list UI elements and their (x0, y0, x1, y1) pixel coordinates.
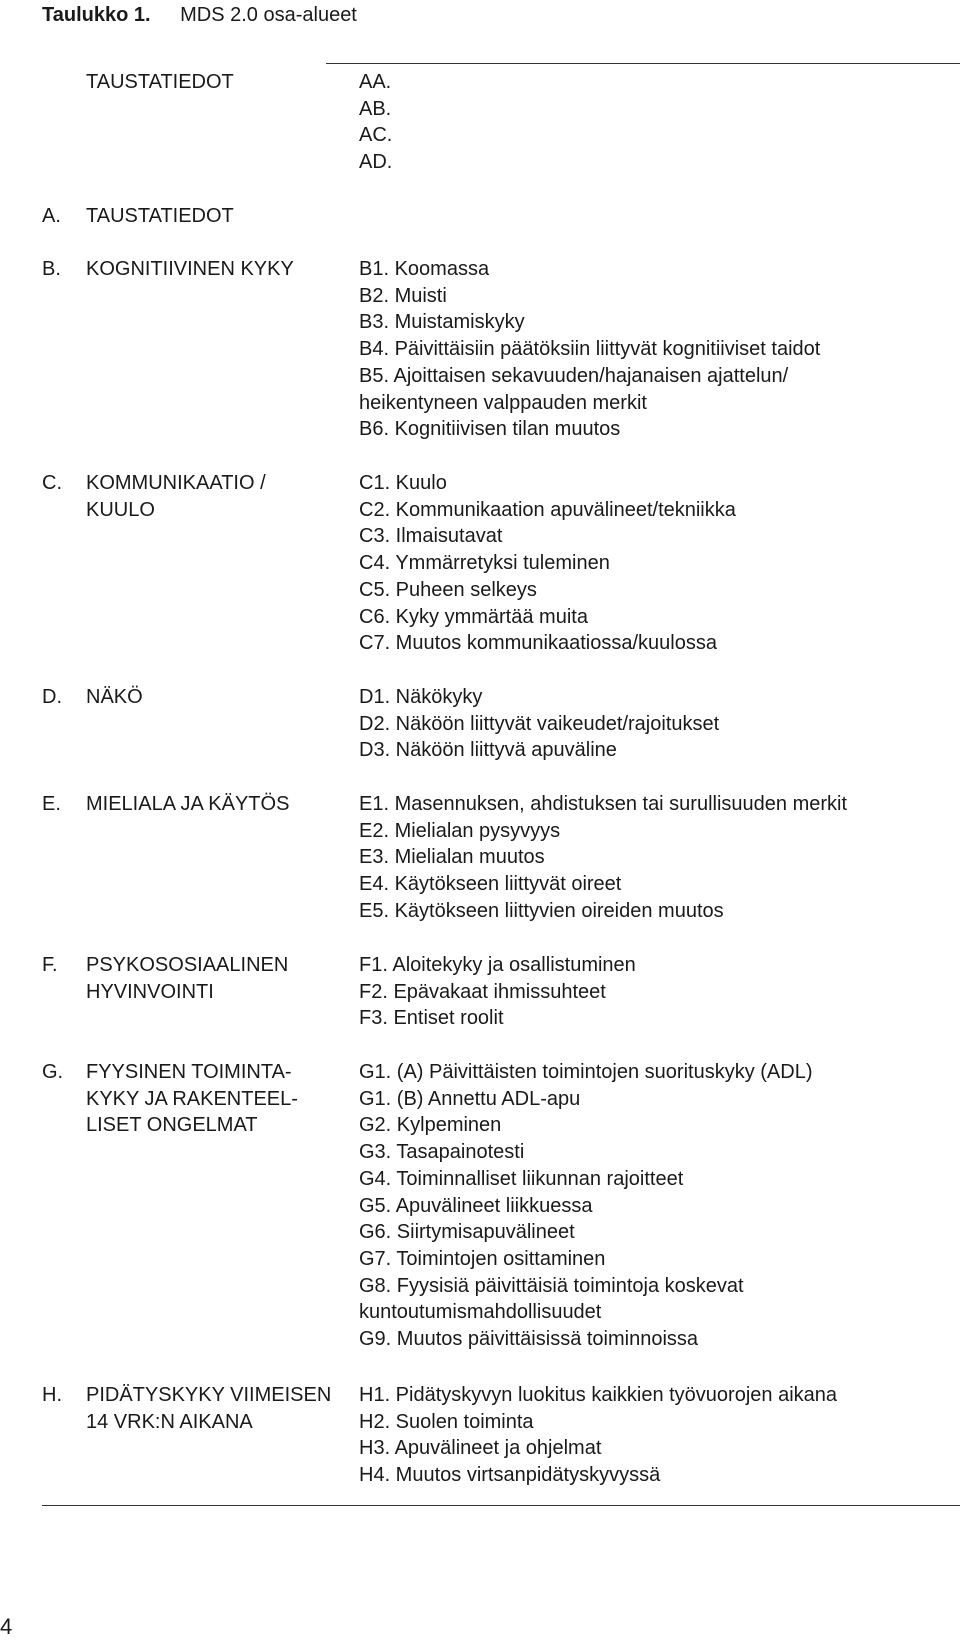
section-items (359, 69, 392, 176)
section-item: AD. (359, 151, 393, 174)
section-heading: FYYSINEN TOIMINTA- KYKY JA RAKENTEEL- LISET ONGELMAT (86, 1061, 298, 1137)
section-item: B4. Päivittäisiin päätöksiin liittyvät kognitiiviset taidot (359, 338, 821, 361)
section-letter: A. (42, 205, 61, 227)
section-item: H3. Apuvälineet ja ohjelmat (359, 1437, 602, 1460)
section-item: C7. Muutos kommunikaatiossa/kuulossa (359, 632, 717, 655)
section-items (359, 470, 736, 657)
table-caption (42, 2, 357, 28)
section-item: G5. Apuvälineet liikkuessa (359, 1194, 593, 1217)
section-item: AB. (359, 97, 392, 120)
section-item: C1. Kuulo (359, 472, 447, 494)
section-items (359, 952, 636, 1032)
section-item: E2. Mielialan pysyvyys (359, 819, 561, 842)
top-rule (326, 63, 960, 64)
section-items (359, 1382, 837, 1489)
section-heading: MIELIALA JA KÄYTÖS (86, 793, 290, 815)
section-heading: TAUSTATIEDOT (86, 205, 234, 227)
section-item: G3. Tasapainotesti (359, 1141, 525, 1164)
section-item: F3. Entiset roolit (359, 1007, 504, 1030)
section-item: AC. (359, 124, 393, 147)
section-item: B5. Ajoittaisen sekavuuden/hajanaisen ajattelun/ heikentyneen valppauden merkit (359, 364, 789, 414)
section-item: H1. Pidätyskyvyn luokitus kaikkien työvuorojen aikana (359, 1384, 838, 1406)
section-item: G1. (B) Annettu ADL-apu (359, 1087, 581, 1110)
table-number: Taulukko 1. (42, 4, 151, 26)
section-letter: H. (42, 1384, 62, 1406)
section-heading: PSYKOSOSIAALINEN HYVINVOINTI (86, 954, 289, 1003)
section-item: G1. (A) Päivittäisten toimintojen suorituskyky (ADL) (359, 1061, 813, 1083)
section-heading: TAUSTATIEDOT (86, 71, 234, 93)
section-heading: KOGNITIIVINEN KYKY (86, 258, 294, 280)
section-item: B1. Koomassa (359, 258, 490, 280)
section-item: C4. Ymmärretyksi tuleminen (359, 552, 610, 575)
section-letter: C. (42, 472, 62, 494)
section-item: G6. Siirtymisapuvälineet (359, 1221, 575, 1244)
section-letter: F. (42, 954, 58, 976)
page-number: 4 (0, 1614, 13, 1639)
section-item: G9. Muutos päivittäisissä toiminnoissa (359, 1328, 699, 1351)
section-item: H2. Suolen toiminta (359, 1410, 534, 1433)
section-item: F1. Aloitekyky ja osallistuminen (359, 954, 636, 976)
section-items (359, 684, 719, 764)
section-item: C3. Ilmaisutavat (359, 525, 503, 548)
section-items (359, 1059, 813, 1353)
section-letter: B. (42, 258, 61, 280)
section-item: B6. Kognitiivisen tilan muutos (359, 418, 621, 441)
section-item: G4. Toiminnalliset liikunnan rajoitteet (359, 1167, 684, 1190)
section-item: G2. Kylpeminen (359, 1114, 502, 1137)
section-item: E4. Käytökseen liittyvät oireet (359, 873, 622, 896)
section-heading: PIDÄTYSKYKY VIIMEISEN 14 VRK:N AIKANA (86, 1384, 332, 1433)
section-item: C2. Kommunikaation apuvälineet/tekniikka (359, 498, 736, 521)
section-item: G7. Toimintojen osittaminen (359, 1247, 606, 1270)
section-heading: KOMMUNIKAATIO / KUULO (86, 472, 266, 521)
section-item: H4. Muutos virtsanpidätyskyvyssä (359, 1464, 661, 1487)
section-item: D2. Näköön liittyvät vaikeudet/rajoitukset (359, 712, 720, 735)
section-item: E3. Mielialan muutos (359, 846, 545, 869)
section-item: E1. Masennuksen, ahdistuksen tai surullisuuden merkit (359, 793, 848, 815)
table-title: MDS 2.0 osa-alueet (180, 4, 357, 26)
section-item: C6. Kyky ymmärtää muita (359, 605, 588, 628)
section-item: G8. Fyysisiä päivittäisiä toimintoja koskevat kuntoutumismahdollisuudet (359, 1274, 744, 1324)
section-heading: NÄKÖ (86, 686, 143, 708)
section-item: C5. Puheen selkeys (359, 578, 537, 601)
section-item: AA. (359, 71, 392, 93)
bottom-rule (42, 1505, 960, 1506)
section-letter: D. (42, 686, 62, 708)
section-items (359, 791, 847, 925)
section-item: D3. Näköön liittyvä apuväline (359, 739, 617, 762)
section-letter: G. (42, 1061, 64, 1083)
section-item: B2. Muisti (359, 284, 447, 307)
section-item: D1. Näkökyky (359, 686, 483, 708)
section-item: E5. Käytökseen liittyvien oireiden muutos (359, 899, 724, 922)
section-items (359, 256, 820, 443)
section-item: F2. Epävakaat ihmissuhteet (359, 980, 606, 1003)
section-item: B3. Muistamiskyky (359, 311, 525, 334)
section-letter: E. (42, 793, 61, 815)
